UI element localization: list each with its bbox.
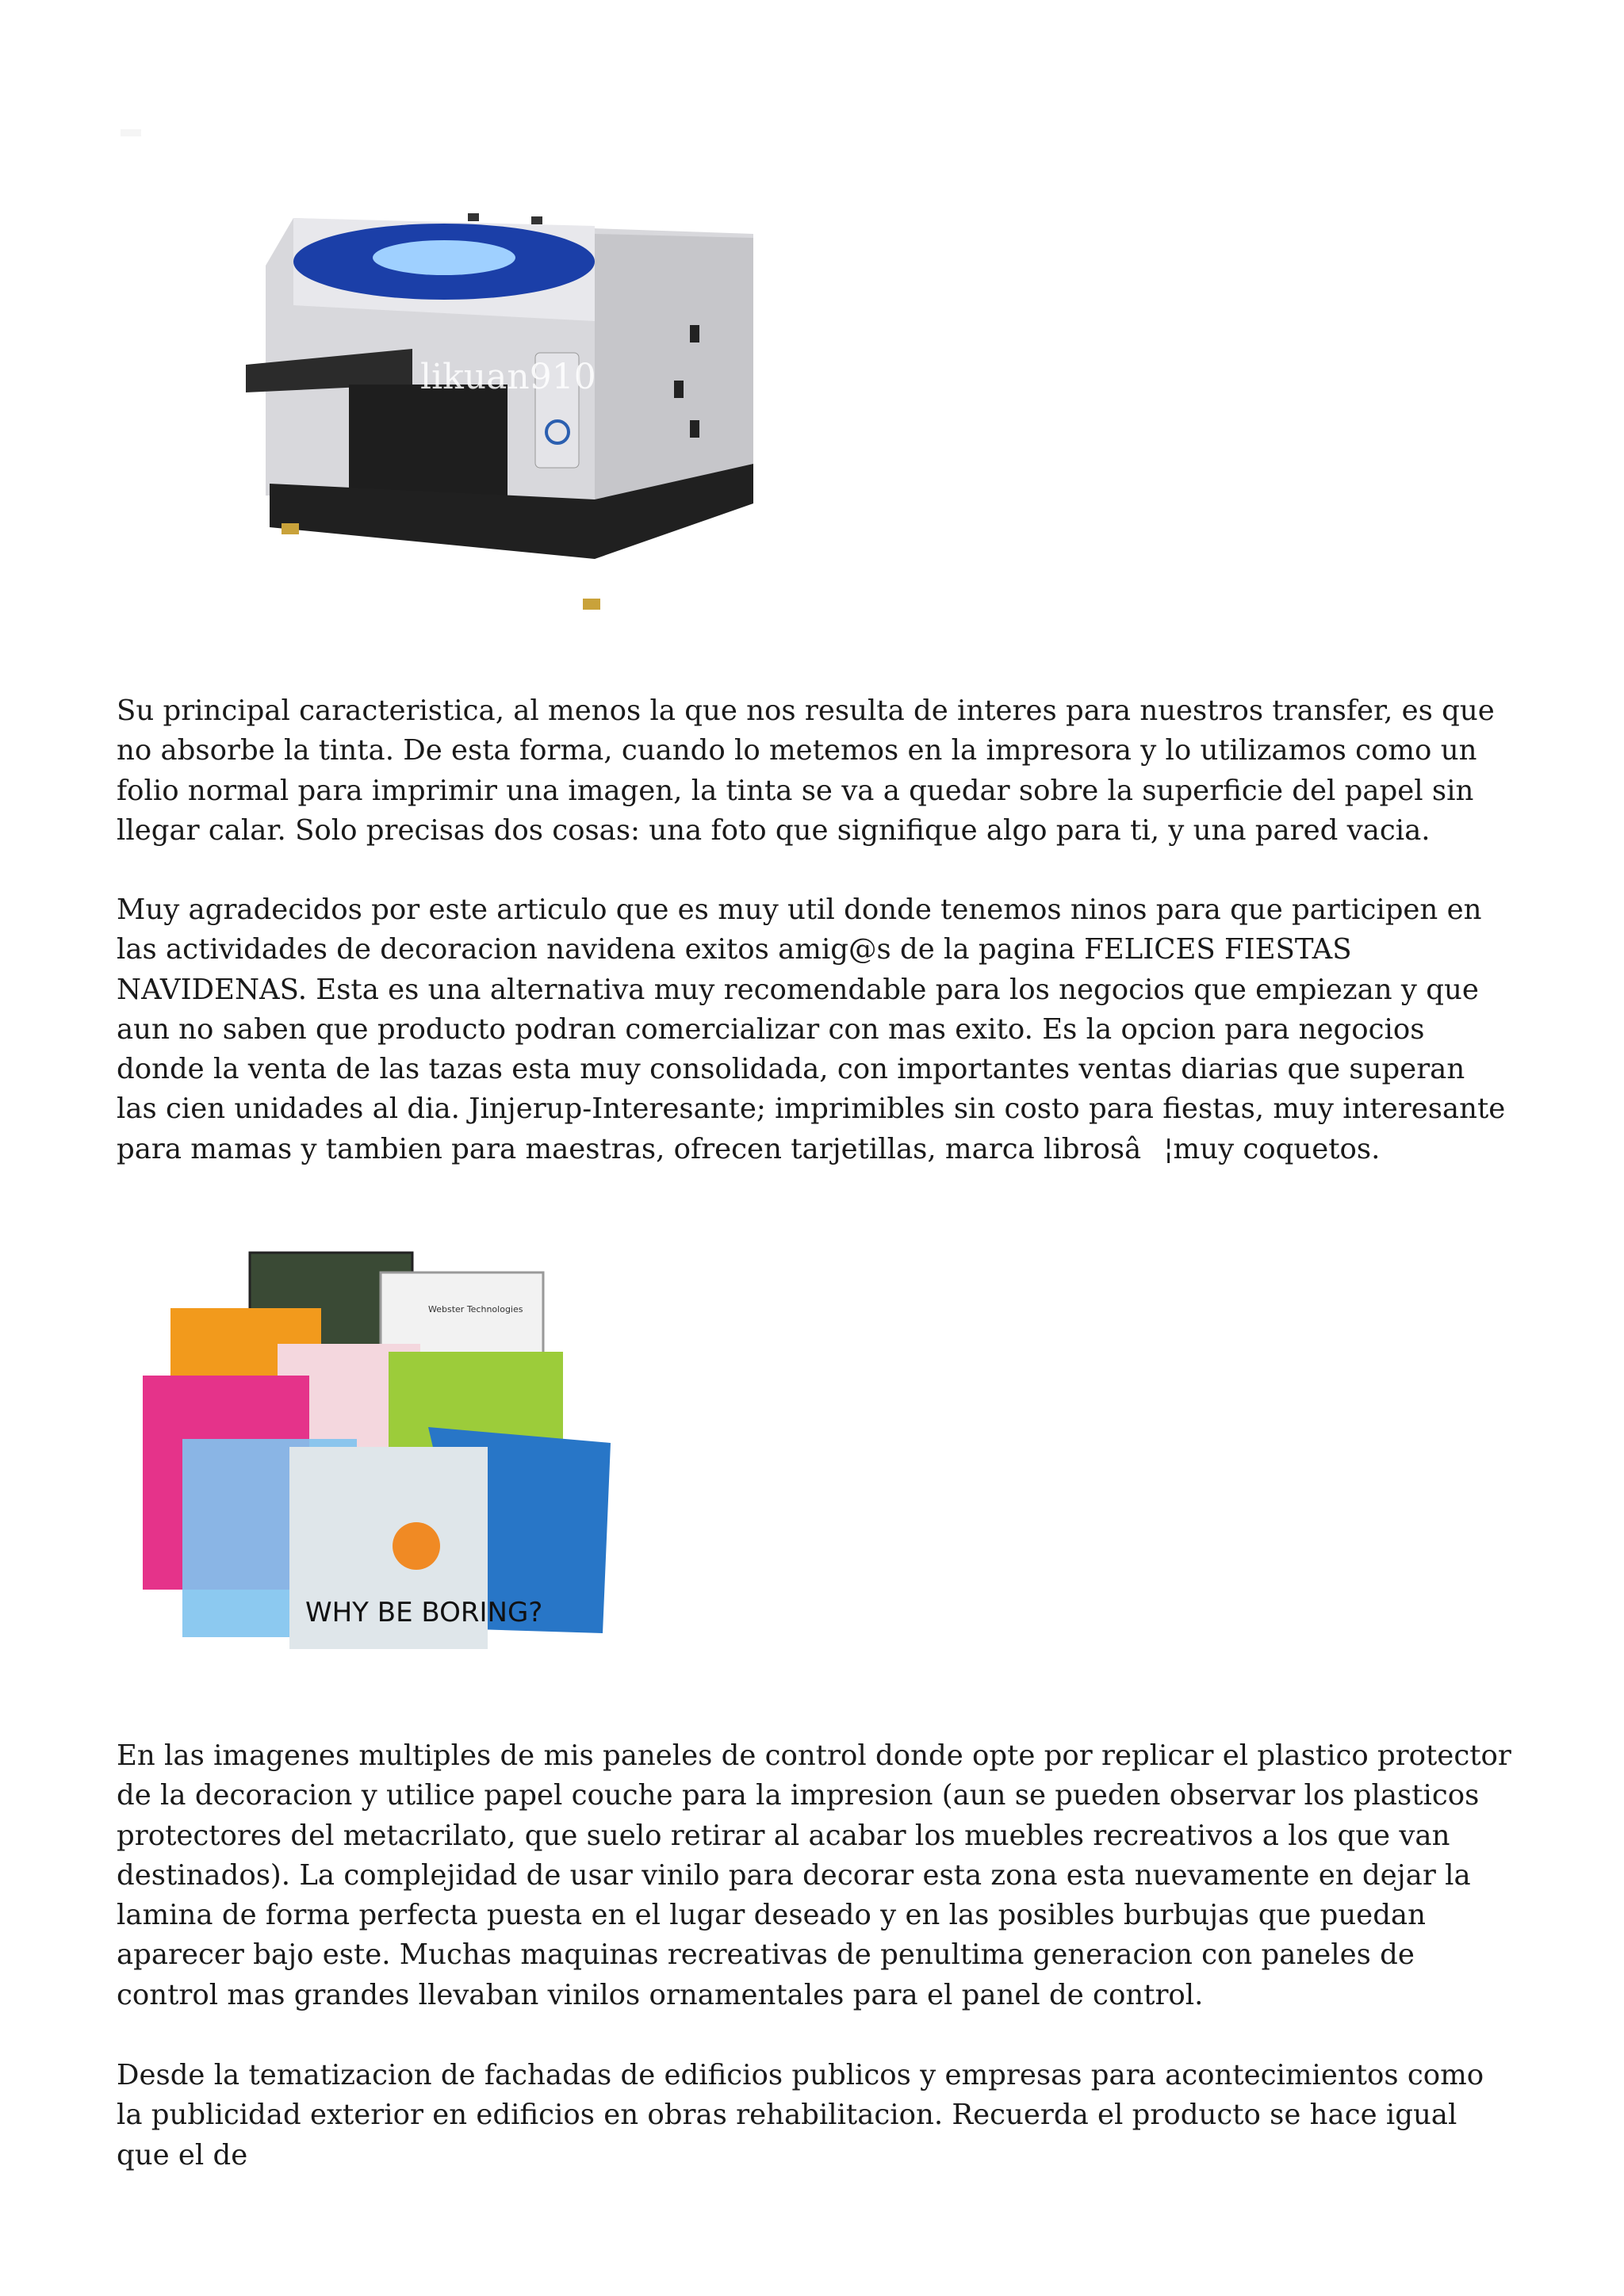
paragraph-2: Muy agradecidos por este articulo que es muy util donde tenemos ninos para que participen en las actividades de decoracion navidena exitos amig@s de la pagina FELICES FIESTAS NAVIDENAS. Esta es una alternativa muy recomendable para los negocios que empiezan y que aun no saben que producto podran comercializar con mas exito. Es la opcion para negocios donde la venta de las tazas esta muy consolidada, con importantes ventas diarias que superan las cien unidades al dia. Jinjerup-Interesante; imprimibles sin costo para fiestas, muy interesante para mamas y tambien para maestras, ofrecen tarjetillas, marca librosâ¦muy coquetos. xyxy=(117,894,1506,1165)
binder-label-why: WHY BE BORING? xyxy=(305,1597,543,1628)
placeholder-mark xyxy=(121,129,141,136)
paragraph-3: En las imagenes multiples de mis paneles de control donde opte por replicar el plastico protector de la decoracion y utilice papel couche para la impresion (aun se pueden observar los plasticos protectores del metacrilato, que suelo retirar al acabar los muebles recreativos a los que van destinados). La complejidad de usar vinilo para decorar esta zona esta nuevamente en dejar la lamina de forma perfecta puesta en el lugar deseado y en las posibles burbujas que puedan aparecer bajo este. Muchas maquinas recreativas de penultima generacion con paneles de control mas grandes llevaban vinilos ornamentales para el panel de control. xyxy=(117,1739,1511,2011)
binder-label-webster: Webster Technologies xyxy=(428,1304,523,1314)
paragraph-4: Desde la tematizacion de fachadas de edificios publicos y empresas para acontecimientos como la publicidad exterior en edificios en obras rehabilitacion. Recuerda el producto se hace igual que el de xyxy=(117,2059,1484,2172)
paragraph-1: Su principal caracteristica, al menos la que nos resulta de interes para nuestros transfer, es que no absorbe la tinta. De esta forma, cuando lo metemos en la impresora y lo utilizamos como un folio normal para imprimir una imagen, la tinta se va a quedar sobre la superficie del papel sin llegar calar. Solo precisas dos cosas: una foto que signifique algo para ti, y una pared vacia. xyxy=(117,695,1495,847)
binders-image xyxy=(135,1249,619,1657)
printer-image xyxy=(246,202,769,618)
image-watermark: likuan910 xyxy=(420,357,596,397)
